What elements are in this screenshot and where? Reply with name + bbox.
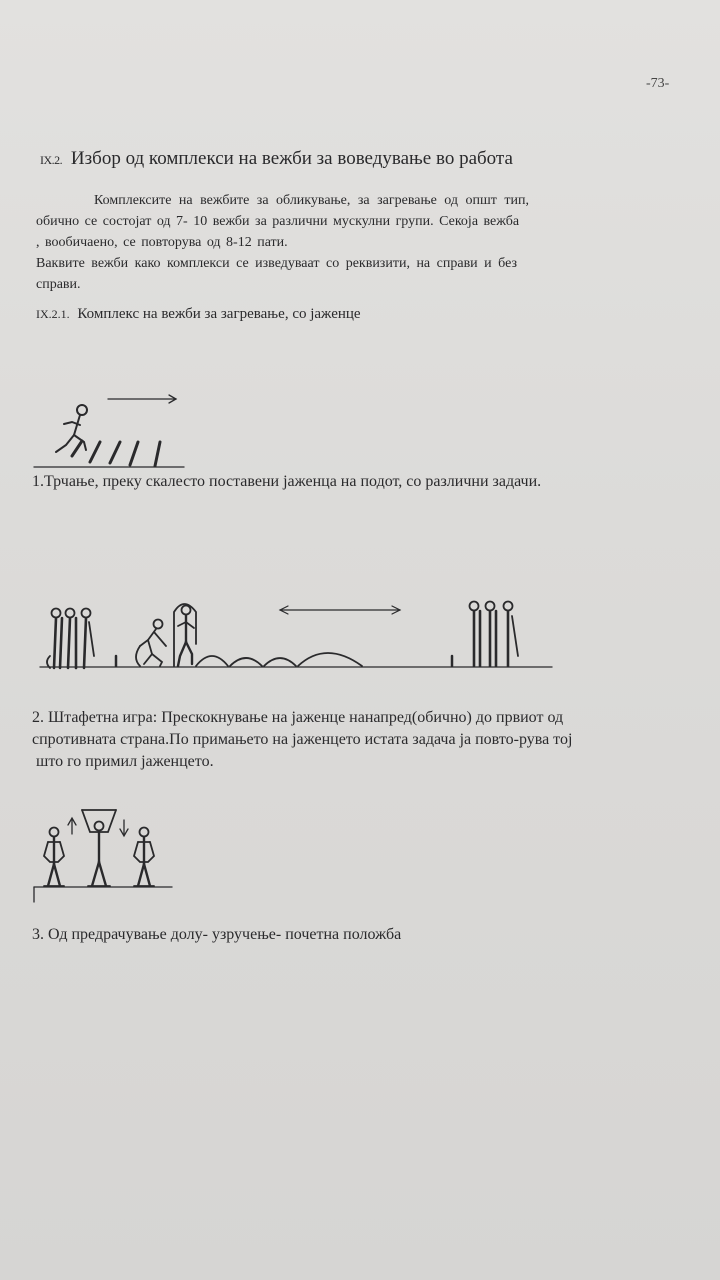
- intro-line: , вообичаено, се повторува од 8-12 пати.: [36, 235, 288, 250]
- intro-line: Ваквите вежби како комплекси се изведуваат со реквизити, на справи и без: [36, 256, 518, 271]
- subsection-number: IX.2.1.: [36, 307, 70, 321]
- subsection-title: Комплекс на вежби за загревање, со јаженце: [77, 306, 361, 322]
- section-number: IX.2.: [40, 153, 63, 167]
- subsection-heading: [36, 306, 361, 323]
- exercise-2-caption-line: 2. Штафетна игра: Прескокнување на јаженце нанапред(обично) до првиот од: [32, 709, 564, 726]
- intro-line: Комплексите на вежбите за обликување, за загревање од општ тип,: [94, 193, 530, 208]
- arm-raise-positions-figure: [30, 804, 180, 908]
- relay-rope-jumping-figure: [36, 596, 556, 672]
- section-heading: [40, 148, 513, 170]
- exercise-2-caption: [32, 707, 720, 773]
- page-number: -73-: [646, 76, 670, 91]
- exercise-3-caption: 3. Од предрачување долу- узручење- почетна положба: [32, 926, 402, 943]
- exercise-1-caption: 1.Трчање, преку скалесто поставени јаженца на подот, со различни задачи.: [32, 473, 542, 490]
- section-title: Избор од комплекси на вежби за воведување во работа: [70, 148, 513, 169]
- exercise-2-caption-line: што го примил јаженцето.: [36, 753, 214, 770]
- intro-paragraph: [36, 190, 686, 295]
- exercise-2-caption-line: спротивната страна.По примањето на јаженцето истата задача ја повто-рува тој: [32, 731, 573, 748]
- intro-line: обично се состојат од 7- 10 вежби за различни мускулни групи. Секоја вежба: [36, 214, 520, 229]
- running-over-ropes-figure: [30, 390, 190, 470]
- intro-line: справи.: [36, 277, 81, 292]
